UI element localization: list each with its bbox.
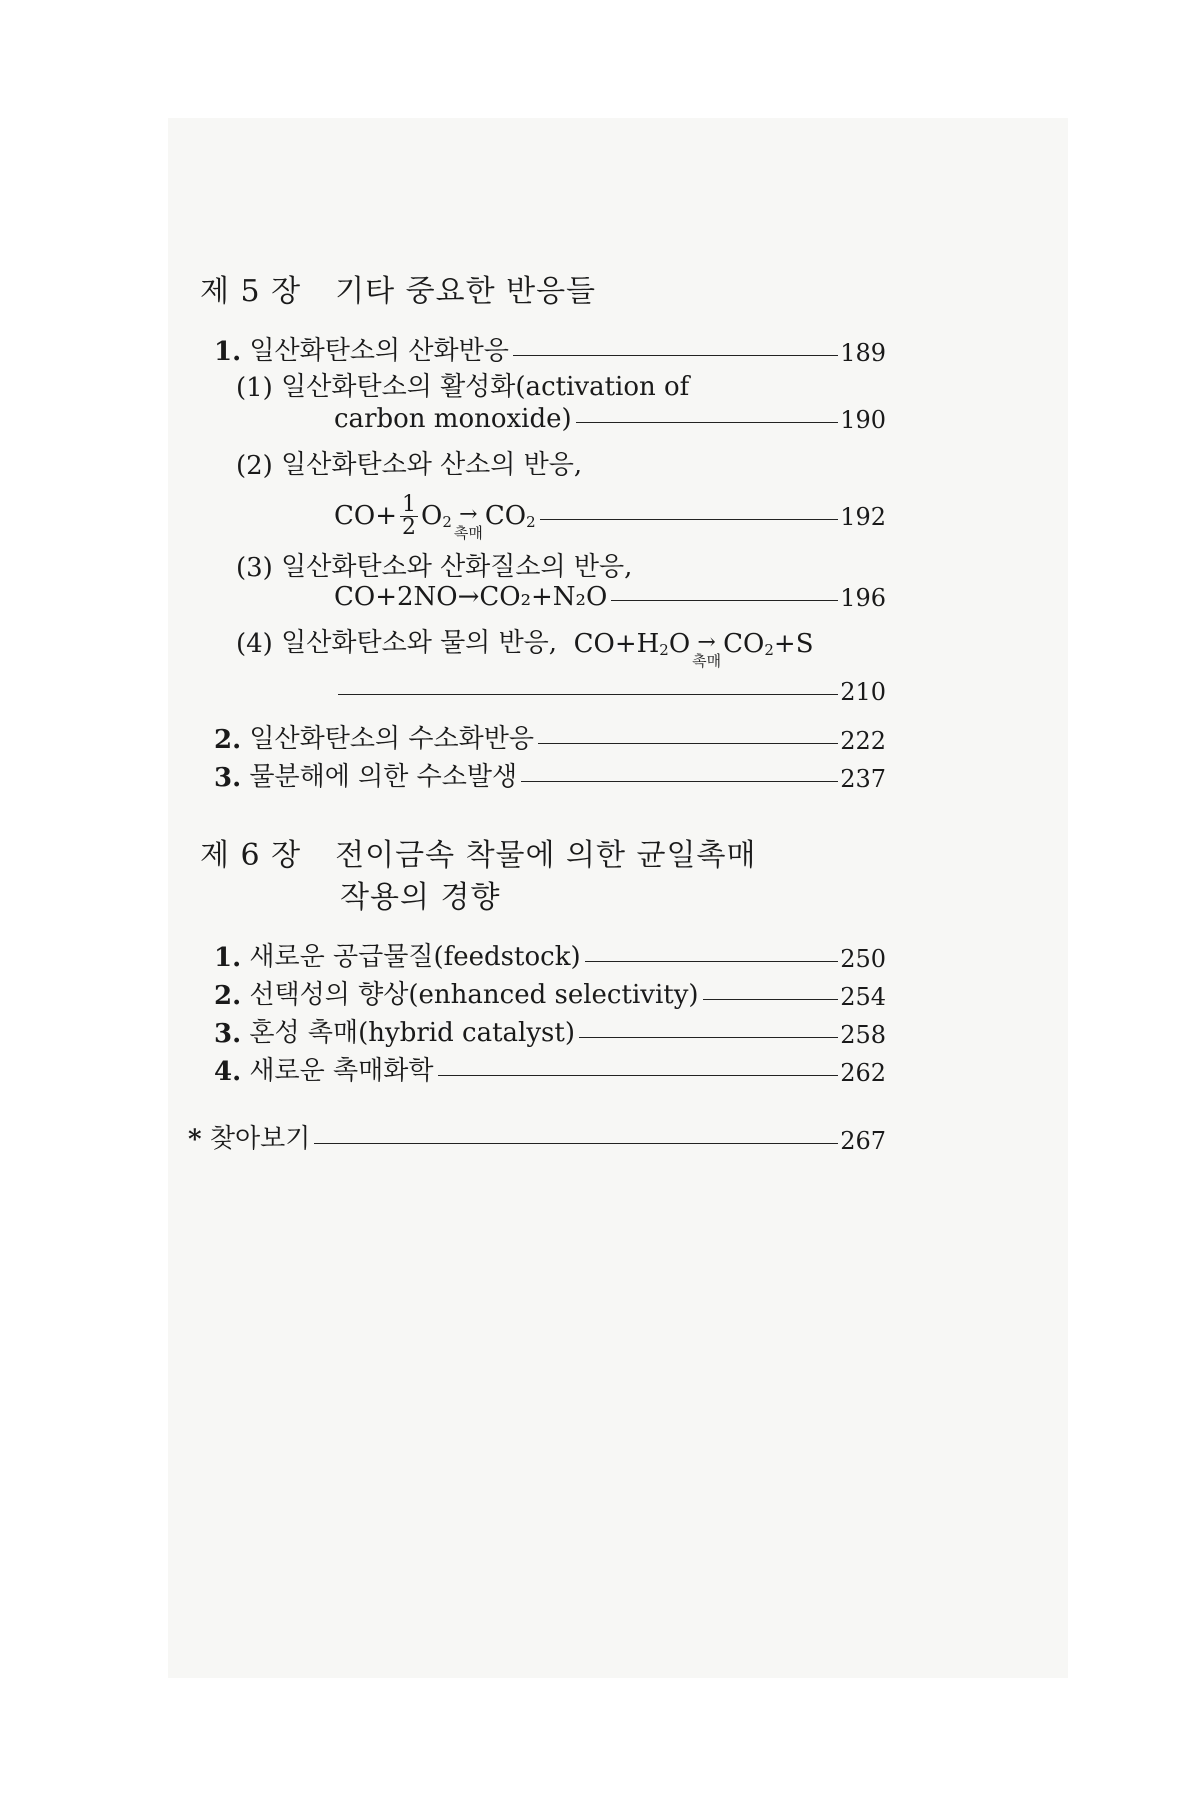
dot-leader xyxy=(513,355,838,356)
page-number: 190 xyxy=(840,406,886,434)
toc-entry[interactable] xyxy=(214,718,886,755)
formula-part: CO xyxy=(723,629,765,659)
dot-leader xyxy=(521,781,838,782)
dot-leader xyxy=(338,694,838,695)
entry-title: 일산화탄소의 수소화반응 xyxy=(249,724,534,754)
entry-number: (2) xyxy=(236,451,273,481)
formula-part: +S xyxy=(773,629,814,659)
entry-number: 2. xyxy=(214,725,242,755)
entry-title: 일산화탄소와 산화질소의 반응, xyxy=(281,552,633,582)
subscript: 2 xyxy=(659,641,669,659)
chapter-6-title: 전이금속 착물에 의한 균일촉매 xyxy=(335,838,757,873)
entry-title: 일산화탄소의 활성화(activation of xyxy=(281,372,690,402)
toc-subentry-continued[interactable] xyxy=(334,404,886,434)
entry-number: 3. xyxy=(214,763,242,793)
asterisk-icon: * xyxy=(188,1125,202,1155)
entry-title: 새로운 촉매화학 xyxy=(249,1056,434,1086)
reaction-formula: CO+2NO→CO₂+N₂O xyxy=(334,582,608,612)
page-number: 237 xyxy=(840,765,886,793)
subscript: 2 xyxy=(764,641,774,659)
toc-entry[interactable] xyxy=(214,974,886,1011)
chapter-6-heading xyxy=(200,830,756,874)
entry-title: 일산화탄소와 산소의 반응, xyxy=(281,450,583,480)
formula-part: O xyxy=(421,501,443,531)
entry-number: 3. xyxy=(214,1019,242,1049)
entry-title: 찾아보기 xyxy=(209,1124,311,1154)
dot-leader xyxy=(538,743,838,744)
toc-entry[interactable] xyxy=(214,1012,886,1049)
chapter-5-title: 기타 중요한 반응들 xyxy=(335,274,597,309)
fraction-denominator: 2 xyxy=(402,515,416,540)
entry-number: 2. xyxy=(214,981,242,1011)
entry-number: (4) xyxy=(236,629,273,659)
page-number: 254 xyxy=(840,983,886,1011)
entry-title: 혼성 촉매(hybrid catalyst) xyxy=(249,1018,575,1048)
subscript: 2 xyxy=(526,513,536,531)
entry-number: 1. xyxy=(214,943,242,973)
formula-part: O xyxy=(668,629,691,659)
toc-content xyxy=(188,0,1000,1800)
entry-title: 일산화탄소의 산화반응 xyxy=(249,336,509,366)
arrow-label: 촉매 xyxy=(692,652,722,670)
page-number: 196 xyxy=(840,584,886,612)
toc-subentry[interactable] xyxy=(236,622,814,670)
toc-page-line[interactable] xyxy=(334,678,886,706)
chapter-6-title-continued: 작용의 경향 xyxy=(340,880,501,915)
catalyst-arrow xyxy=(692,630,722,670)
toc-subentry[interactable] xyxy=(236,546,632,583)
page-number: 222 xyxy=(840,727,886,755)
dot-leader xyxy=(611,600,838,601)
subscript: 2 xyxy=(442,513,452,531)
entry-number: 1. xyxy=(214,337,242,367)
toc-entry[interactable] xyxy=(214,330,886,367)
toc-formula-line[interactable] xyxy=(334,582,886,612)
formula-part: CO xyxy=(484,501,527,531)
fraction xyxy=(400,494,418,539)
entry-title: 새로운 공급물질(feedstock) xyxy=(249,942,581,972)
fraction-numerator: 1 xyxy=(402,492,416,517)
toc-index-entry[interactable] xyxy=(188,1118,886,1155)
dot-leader xyxy=(438,1075,839,1076)
entry-number: (3) xyxy=(236,553,273,583)
page-number: 189 xyxy=(840,339,886,367)
dot-leader xyxy=(314,1143,838,1144)
page-number: 262 xyxy=(840,1059,886,1087)
toc-formula-line[interactable] xyxy=(334,486,886,542)
toc-subentry[interactable] xyxy=(236,366,689,403)
catalyst-arrow xyxy=(453,502,483,542)
chapter-5-prefix: 제 5 장 xyxy=(200,274,302,309)
formula-part: CO+ xyxy=(334,501,397,531)
entry-number: 4. xyxy=(214,1057,242,1087)
entry-title: 물분해에 의한 수소발생 xyxy=(249,762,518,792)
arrow-icon: → xyxy=(459,502,478,527)
entry-title-continued: carbon monoxide) xyxy=(334,404,572,434)
chapter-6-prefix: 제 6 장 xyxy=(200,838,302,873)
toc-entry[interactable] xyxy=(214,936,886,973)
toc-entry[interactable] xyxy=(214,1050,886,1087)
page-number: 250 xyxy=(840,945,886,973)
toc-subentry[interactable] xyxy=(236,444,582,481)
chapter-5-heading xyxy=(200,266,596,310)
page-number: 210 xyxy=(840,678,886,706)
dot-leader xyxy=(585,961,839,962)
dot-leader xyxy=(703,999,839,1000)
dot-leader xyxy=(579,1037,838,1038)
dot-leader xyxy=(540,519,839,520)
page-number: 258 xyxy=(840,1021,886,1049)
reaction-formula xyxy=(334,486,536,542)
arrow-icon: → xyxy=(697,630,716,655)
reaction-formula xyxy=(573,623,814,670)
page-number: 192 xyxy=(840,503,886,531)
entry-title: 선택성의 향상(enhanced selectivity) xyxy=(249,980,699,1010)
entry-title: 일산화탄소와 물의 반응, xyxy=(281,628,558,658)
entry-number: (1) xyxy=(236,373,273,403)
toc-entry[interactable] xyxy=(214,756,886,793)
page-number: 267 xyxy=(840,1127,886,1155)
arrow-label: 촉매 xyxy=(453,524,483,542)
formula-part: CO+H xyxy=(573,629,660,659)
dot-leader xyxy=(576,422,839,423)
